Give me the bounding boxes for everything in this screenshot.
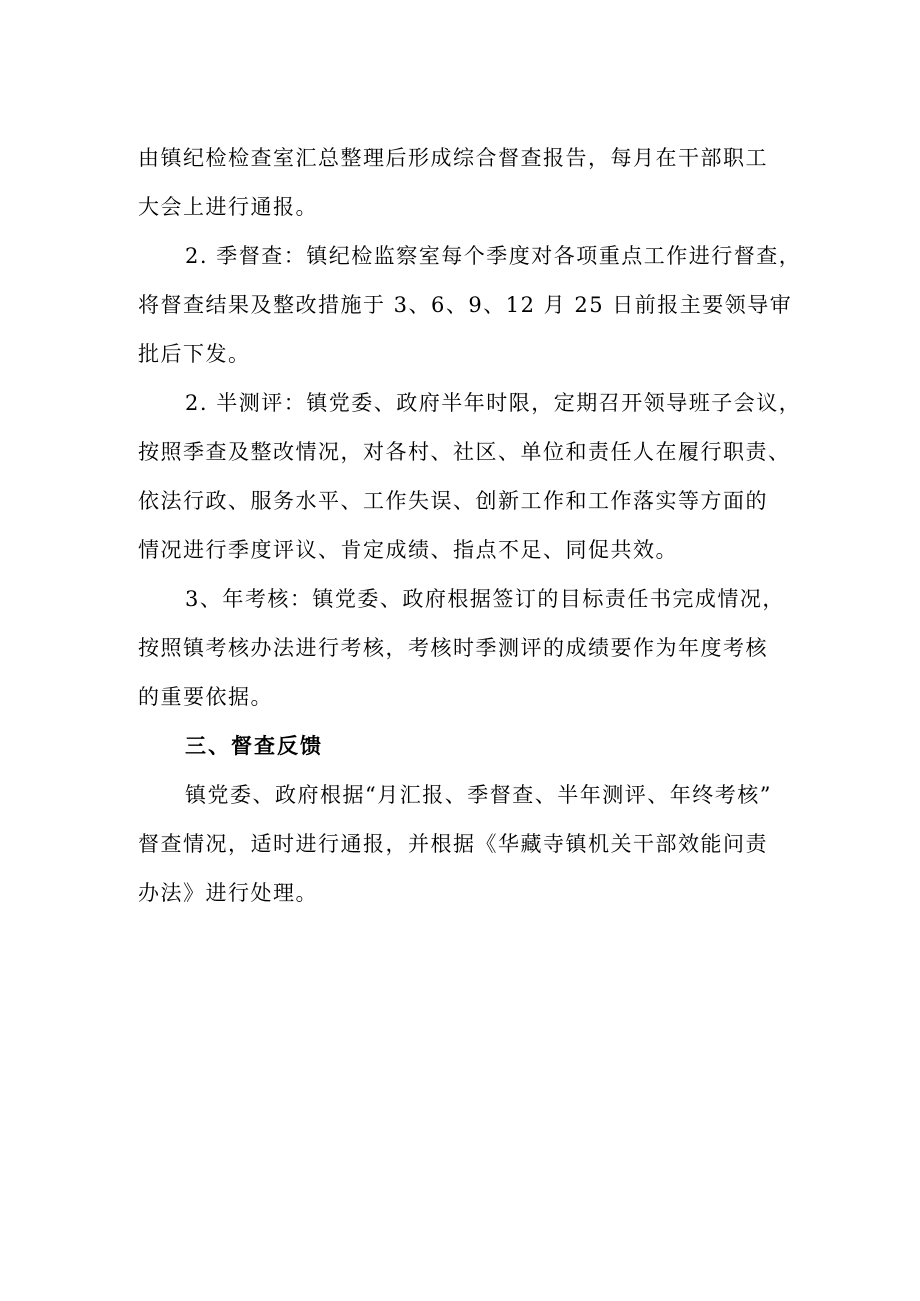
text-line: 将督查结果及整改措施于 3、6、9、12 月 25 日前报主要领导审 [138, 293, 793, 317]
paragraph-quarterly-supervision [138, 232, 808, 379]
text-line: 大会上进行通报。 [138, 195, 318, 219]
text-line: 的重要依据。 [138, 685, 273, 709]
text-line: 依法行政、服务水平、工作失误、创新工作和工作落实等方面的 [138, 489, 768, 513]
section-heading: 三、督查反馈 [185, 734, 323, 758]
text-line: 2. 季督查：镇纪检监察室每个季度对各项重点工作进行督查， [185, 244, 802, 268]
document-body [138, 134, 808, 918]
text-line: 办法》进行处理。 [138, 881, 318, 905]
text-line: 督查情况，适时进行通报，并根据《华藏寺镇机关干部效能问责 [138, 832, 768, 856]
paragraph-annual-assessment [138, 575, 808, 722]
text-line: 按照镇考核办法进行考核，考核时季测评的成绩要作为年度考核 [138, 636, 768, 660]
text-line: 2. 半测评：镇党委、政府半年时限，定期召开领导班子会议， [185, 391, 802, 415]
paragraph-monthly-report [138, 134, 808, 232]
paragraph-feedback [138, 771, 808, 918]
text-line: 3、年考核：镇党委、政府根据签订的目标责任书完成情况， [185, 587, 785, 611]
text-line: 按照季查及整改情况，对各村、社区、单位和责任人在履行职责、 [138, 440, 791, 464]
text-line: 由镇纪检检查室汇总整理后形成综合督查报告，每月在干部职工 [138, 146, 768, 170]
text-line: 情况进行季度评议、肯定成绩、指点不足、同促共效。 [138, 538, 678, 562]
text-line: 批后下发。 [138, 342, 251, 366]
paragraph-half-year-evaluation [138, 379, 808, 575]
text-line: 镇党委、政府根据“月汇报、季督查、半年测评、年终考核” [185, 783, 772, 807]
